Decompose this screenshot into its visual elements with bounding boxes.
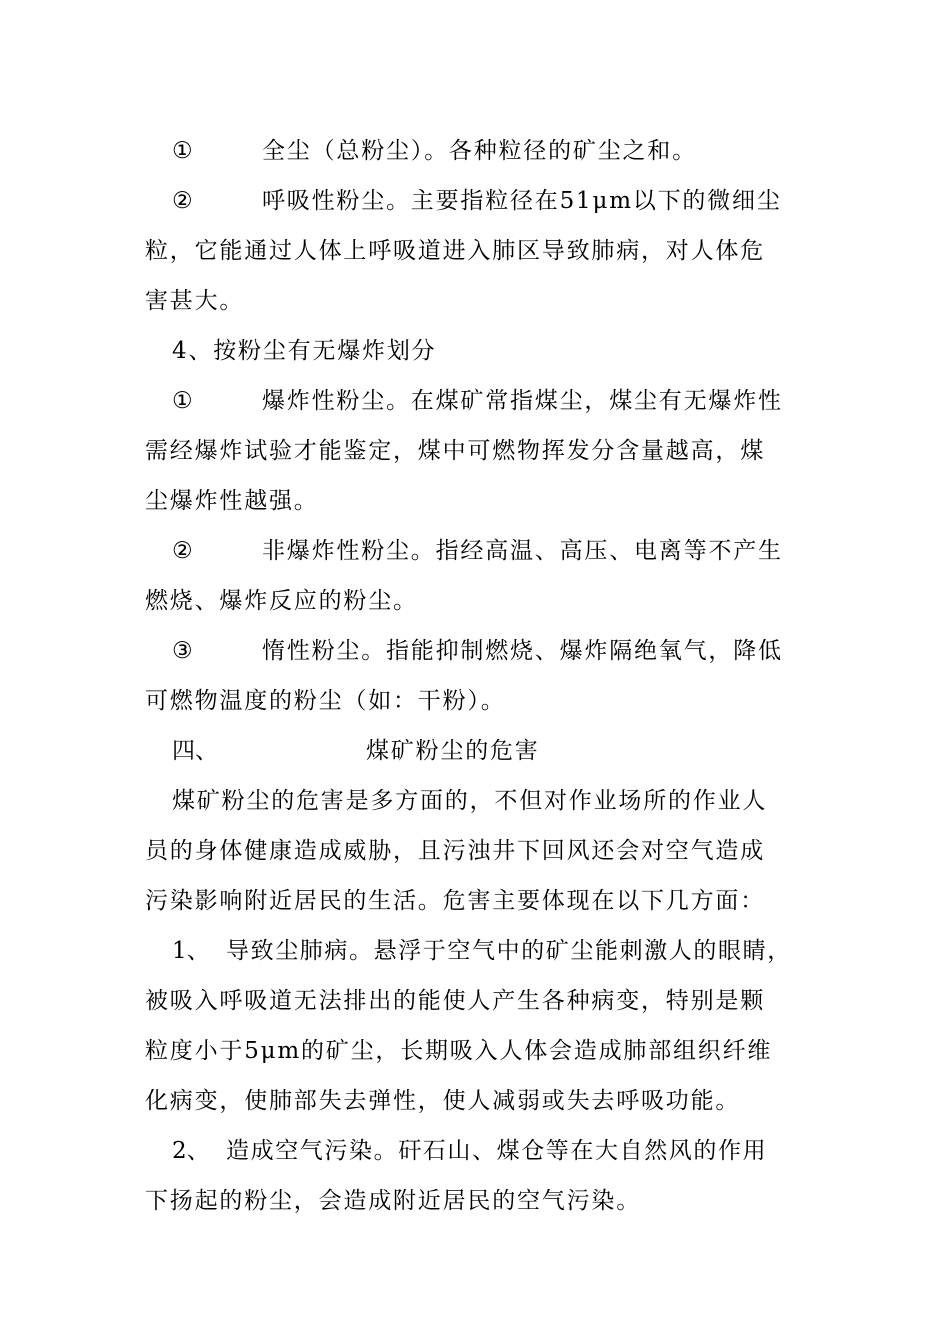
list-marker: ③ (172, 638, 193, 664)
paragraph-line: 全尘（总粉尘）。各种粒径的矿尘之和。 (262, 138, 697, 164)
paragraph-line: 惰性粉尘。指能抑制燃烧、爆炸隔绝氧气，降低 (262, 638, 783, 664)
paragraph-line: 非爆炸性粉尘。指经高温、高压、电离等不产生 (262, 538, 783, 564)
paragraph-line: 被吸入呼吸道无法排出的能使人产生各种病变，特别是颗 (145, 988, 765, 1014)
paragraph-line: 爆炸性粉尘。在煤矿常指煤尘，煤尘有无爆炸性 (262, 388, 783, 414)
subsection-heading: 4、按粉尘有无爆炸划分 (172, 338, 437, 364)
list-marker: ② (172, 188, 193, 214)
section-number: 四、 (172, 738, 218, 764)
paragraph-line: 导致尘肺病。悬浮于空气中的矿尘能刺激人的眼睛， (226, 938, 792, 964)
paragraph-line: 燃烧、爆炸反应的粉尘。 (145, 588, 418, 614)
list-marker: ② (172, 538, 193, 564)
list-number: 2、 (172, 1138, 210, 1164)
paragraph-line: 化病变，使肺部失去弹性，使人减弱或失去呼吸功能。 (145, 1088, 741, 1114)
paragraph-line: 尘爆炸性越强。 (145, 488, 319, 514)
paragraph-line: 呼吸性粉尘。主要指粒径在51μm以下的微细尘 (262, 188, 782, 214)
paragraph-line: 下扬起的粉尘，会造成附近居民的空气污染。 (145, 1188, 641, 1214)
paragraph-line: 粒，它能通过人体上呼吸道进入肺区导致肺病，对人体危 (145, 238, 765, 264)
list-marker: ① (172, 388, 193, 414)
section-title: 煤矿粉尘的危害 (366, 738, 540, 764)
paragraph-line: 粒度小于5μm的矿尘，长期吸入人体会造成肺部组织纤维 (145, 1038, 773, 1064)
paragraph-line: 污染影响附近居民的生活。危害主要体现在以下几方面： (145, 888, 765, 914)
list-marker: ① (172, 138, 193, 164)
paragraph-line: 可燃物温度的粉尘（如：干粉）。 (145, 688, 506, 714)
list-number: 1、 (172, 938, 210, 964)
paragraph-line: 员的身体健康造成威胁，且污浊井下回风还会对空气造成 (145, 838, 765, 864)
paragraph-line: 煤矿粉尘的危害是多方面的，不但对作业场所的作业人 (172, 788, 768, 814)
paragraph-line: 造成空气污染。矸石山、煤仓等在大自然风的作用 (226, 1138, 768, 1164)
paragraph-line: 需经爆炸试验才能鉴定，煤中可燃物挥发分含量越高，煤 (145, 438, 765, 464)
paragraph-line: 害甚大。 (145, 288, 245, 314)
